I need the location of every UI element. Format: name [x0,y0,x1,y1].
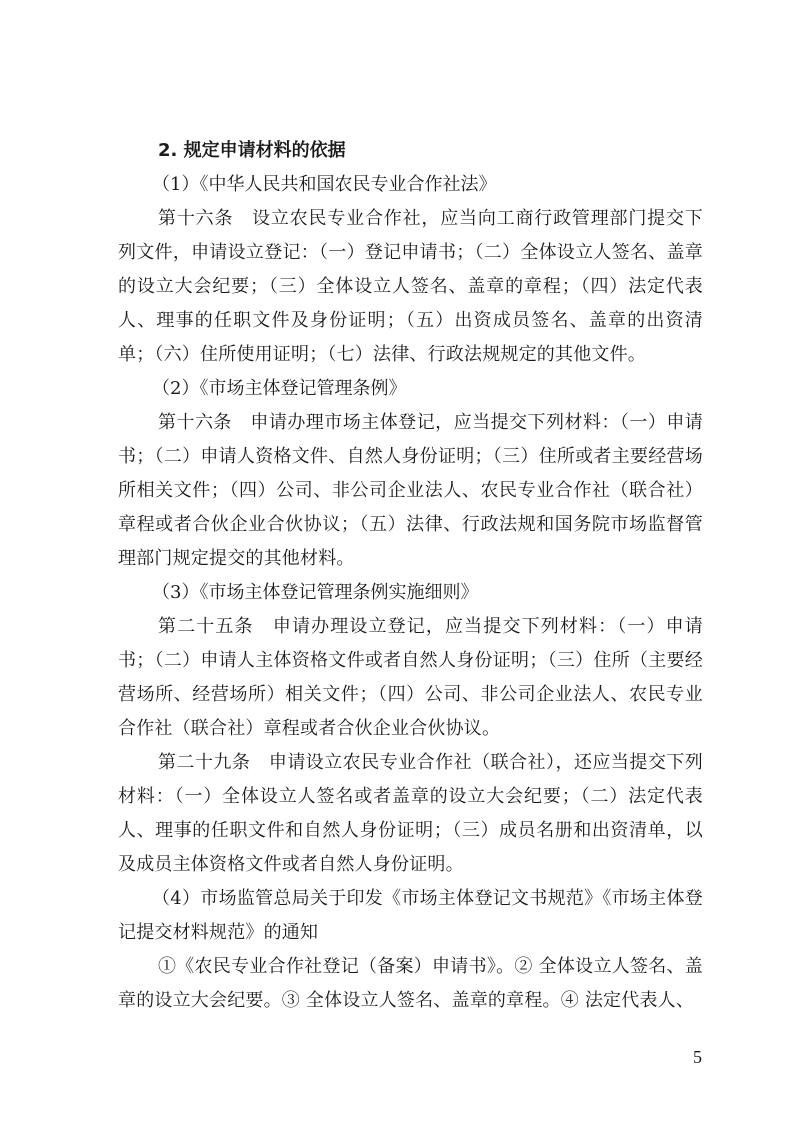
page-number: 5 [693,1047,702,1067]
law-title-2: （2）《市场主体登记管理条例》 [152,378,407,399]
document-page [118,134,703,1018]
law-article-paragraph: 第二十九条 申请设立农民专业合作社（联合社），还应当提交下列材料：（一）全体设立人签名或者盖章的设立大会纪要；（二）法定代表人、理事的任职文件和自然人身份证明；（三）成员名册和出资清单，以及成员主体资格文件或者自然人身份证明。 [118,752,703,875]
law-title-1: （1）《中华人民共和国农民专业合作社法》 [152,174,497,195]
law-title-3: （3）《市场主体登记管理条例实施细则》 [152,582,479,603]
law-article-paragraph: 第十六条 设立农民专业合作社，应当向工商行政管理部门提交下列文件，申请设立登记：（一）登记申请书；（二）全体设立人签名、盖章的设立大会纪要；（三）全体设立人签名、盖章的章程；（四）法定代表人、理事的任职文件及身份证明；（五）出资成员签名、盖章的出资清单；（六）住所使用证明；（七）法律、行政法规规定的其他文件。 [118,208,703,365]
section-heading: 2. 规定申请材料的依据 [158,140,346,161]
law-title-4: （4）市场监管总局关于印发《市场主体登记文书规范》《市场主体登记提交材料规范》的通知 [118,888,703,943]
law-article-paragraph: 第十六条 申请办理市场主体登记，应当提交下列材料：（一）申请书；（二）申请人资格文件、自然人身份证明；（三）住所或者主要经营场所相关文件；（四）公司、非公司企业法人、农民专业合作社（联合社）章程或者合伙企业合伙协议；（五）法律、行政法规和国务院市场监督管理部门规定提交的其他材料。 [118,412,703,569]
law-article-paragraph: 第二十五条 申请办理设立登记，应当提交下列材料：（一）申请书；（二）申请人主体资格文件或者自然人身份证明；（三）住所（主要经营场所、经营场所）相关文件；（四）公司、非公司企业法人、农民专业合作社（联合社）章程或者合伙企业合伙协议。 [118,616,703,739]
law-article-paragraph: ①《农民专业合作社登记（备案）申请书》。② 全体设立人签名、盖章的设立大会纪要。③ 全体设立人签名、盖章的章程。④ 法定代表人、 [118,956,703,1011]
